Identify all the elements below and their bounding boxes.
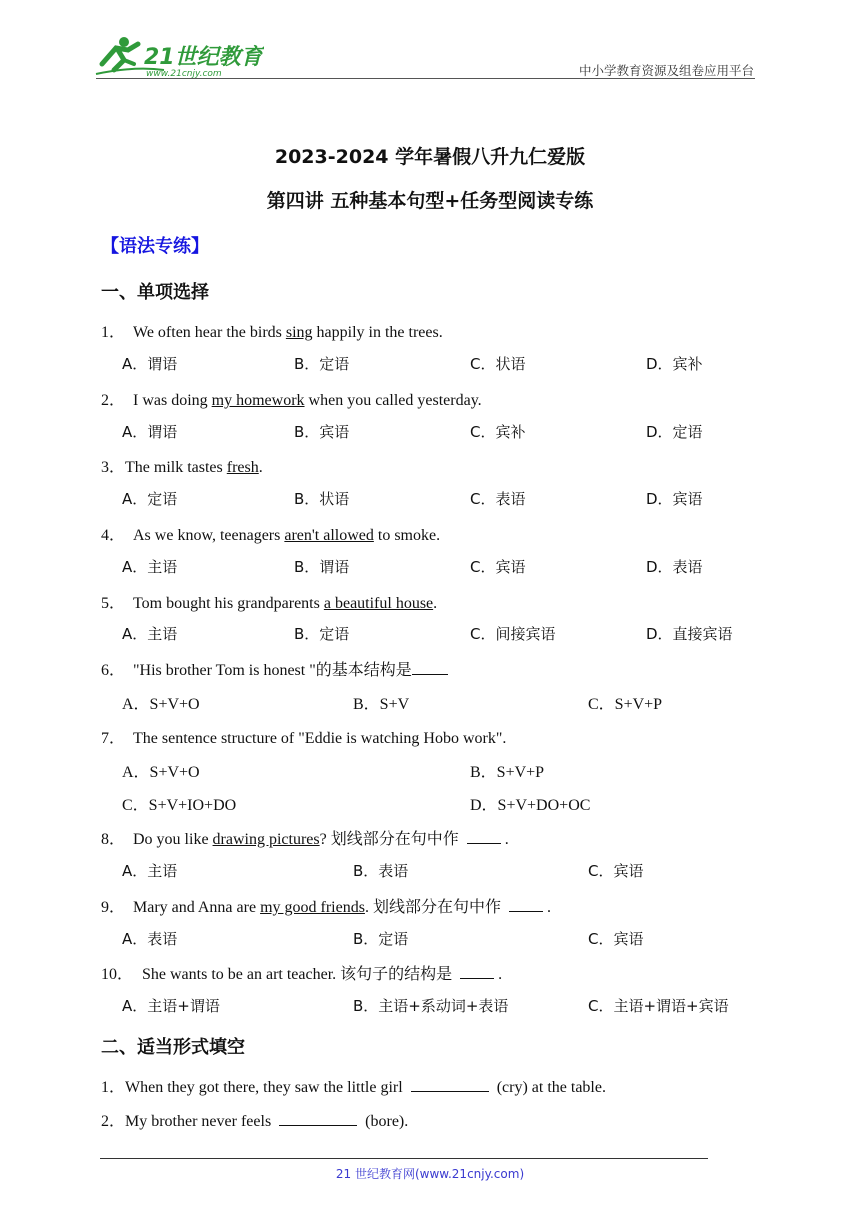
site-name: 中小学教育资源及组卷应用平台 xyxy=(578,63,754,78)
option[interactable]: B．主语+系动词+表语 xyxy=(353,997,509,1015)
option[interactable]: A．主语 xyxy=(122,558,178,576)
item-text: (bore). xyxy=(361,1113,409,1130)
answer-blank[interactable] xyxy=(460,964,494,979)
option[interactable]: B．状语 xyxy=(294,490,350,508)
question xyxy=(101,387,482,410)
option[interactable]: A．主语 xyxy=(122,862,178,880)
question-text: Mary and Anna are xyxy=(133,899,261,916)
question-text: We often hear the birds xyxy=(133,324,286,341)
runner-logo-icon xyxy=(94,34,264,78)
option[interactable]: D．宾语 xyxy=(646,490,703,508)
question-text: The sentence structure of "Eddie is watching Hobo work". xyxy=(133,730,507,747)
option[interactable]: B．S+V+P xyxy=(470,764,545,781)
item-number: 2． xyxy=(101,1113,126,1130)
item-text: My brother never feels xyxy=(125,1113,276,1130)
question-text: As we know, teenagers xyxy=(133,527,285,544)
question-text: to smoke. xyxy=(373,527,441,544)
option[interactable]: D．定语 xyxy=(646,423,703,441)
question xyxy=(101,657,448,680)
question-text: I was doing xyxy=(133,392,212,409)
page-subtitle: 第四讲 五种基本句型+任务型阅读专练 xyxy=(266,190,594,212)
question-number: 6． xyxy=(101,662,126,679)
option[interactable]: C．宾语 xyxy=(470,558,526,576)
underlined-text: a beautiful house xyxy=(323,595,434,612)
option[interactable]: C．宾语 xyxy=(588,862,644,880)
option[interactable]: A．主语+谓语 xyxy=(122,997,220,1015)
section-heading: 一、单项选择 xyxy=(101,282,209,303)
page-title: 2023-2024 学年暑假八升九仁爱版 xyxy=(274,146,586,168)
question-number: 8． xyxy=(101,831,126,848)
underlined-text: my homework xyxy=(211,392,305,409)
underlined-text: aren't allowed xyxy=(284,527,374,544)
answer-blank[interactable] xyxy=(279,1111,357,1126)
question-number: 7． xyxy=(101,730,126,747)
underlined-text: drawing pictures xyxy=(212,831,320,848)
question xyxy=(101,590,437,613)
option[interactable]: B．定语 xyxy=(353,930,409,948)
item-text: When they got there, they saw the little girl xyxy=(125,1079,407,1096)
underlined-text: my good friends xyxy=(260,899,365,916)
question-number: 2． xyxy=(101,392,126,409)
option[interactable]: B．宾语 xyxy=(294,423,350,441)
question-text: Do you like xyxy=(133,831,213,848)
option[interactable]: B．谓语 xyxy=(294,558,350,576)
question xyxy=(101,319,443,342)
question: 8． Do you like drawing pictures? 划线部分在句中作 . xyxy=(101,826,509,849)
option[interactable]: A．S+V+O xyxy=(122,696,200,713)
option[interactable]: C．S+V+IO+DO xyxy=(122,797,237,814)
question: 9． Mary and Anna are my good friends. 划线部分在句中作 . xyxy=(101,894,551,917)
fill-item xyxy=(101,1074,606,1097)
fill-item xyxy=(101,1108,408,1131)
logo-text: 21世纪教育 xyxy=(144,45,263,70)
option[interactable]: C．宾语 xyxy=(588,930,644,948)
option[interactable]: C．表语 xyxy=(470,490,526,508)
question-text: Tom bought his grandparents xyxy=(133,595,324,612)
option[interactable]: A．定语 xyxy=(122,490,178,508)
answer-blank[interactable] xyxy=(412,660,448,675)
header-divider xyxy=(96,78,755,79)
footer-divider xyxy=(100,1158,708,1159)
question-number: 4． xyxy=(101,527,126,544)
question-text: . xyxy=(433,595,438,612)
site-logo[interactable] xyxy=(94,34,264,78)
option[interactable]: C．S+V+P xyxy=(588,696,663,713)
underlined-text: sing xyxy=(285,324,313,341)
question-number: 5． xyxy=(101,595,126,612)
question-number: 9． xyxy=(101,899,126,916)
question-text: She wants to be an art teacher. 该句子的结构是 xyxy=(142,966,457,983)
question-text: . xyxy=(258,459,263,476)
option[interactable]: A．表语 xyxy=(122,930,178,948)
option[interactable]: B．定语 xyxy=(294,355,350,373)
question-text: The milk tastes xyxy=(125,459,227,476)
option[interactable]: A．谓语 xyxy=(122,423,178,441)
section-heading: 二、适当形式填空 xyxy=(101,1037,245,1058)
question-number: 1． xyxy=(101,324,126,341)
section-tag: 【语法专练】 xyxy=(101,236,209,257)
answer-blank[interactable] xyxy=(509,897,543,912)
answer-blank[interactable] xyxy=(411,1077,489,1092)
question-number: 3． xyxy=(101,459,126,476)
option[interactable]: A．谓语 xyxy=(122,355,178,373)
question-text: "His brother Tom is honest "的基本结构是 xyxy=(133,662,412,679)
option[interactable]: D．直接宾语 xyxy=(646,625,733,643)
logo-url-text: www.21cnjy.com xyxy=(146,69,222,78)
option[interactable]: D．宾补 xyxy=(646,355,703,373)
question xyxy=(101,522,440,545)
question xyxy=(101,454,263,477)
option[interactable]: C．间接宾语 xyxy=(470,625,556,643)
item-number: 1． xyxy=(101,1079,126,1096)
option[interactable]: A．主语 xyxy=(122,625,178,643)
question-text: ? 划线部分在句中作 xyxy=(319,831,463,848)
question-text: when you called yesterday. xyxy=(304,392,482,409)
option[interactable]: B．表语 xyxy=(353,862,409,880)
option[interactable]: D．S+V+DO+OC xyxy=(470,797,591,814)
item-text: (cry) at the table. xyxy=(492,1079,606,1096)
option[interactable]: A．S+V+O xyxy=(122,764,200,781)
question-text: happily in the trees. xyxy=(312,324,443,341)
option[interactable]: B．S+V xyxy=(353,696,410,713)
option[interactable]: D．表语 xyxy=(646,558,703,576)
option[interactable]: B．定语 xyxy=(294,625,350,643)
underlined-text: fresh xyxy=(226,459,259,476)
option[interactable]: C．状语 xyxy=(470,355,526,373)
question-text: . 划线部分在句中作 xyxy=(364,899,505,916)
question-number: 10． xyxy=(101,966,134,983)
question xyxy=(101,725,506,748)
option[interactable]: C．宾补 xyxy=(470,423,526,441)
option[interactable]: C．主语+谓语+宾语 xyxy=(588,997,729,1015)
answer-blank[interactable] xyxy=(467,829,501,844)
footer-link[interactable]: 21 世纪教育网(www.21cnjy.com) xyxy=(335,1167,525,1181)
question: 10． She wants to be an art teacher. 该句子的结构是 . xyxy=(101,961,502,984)
